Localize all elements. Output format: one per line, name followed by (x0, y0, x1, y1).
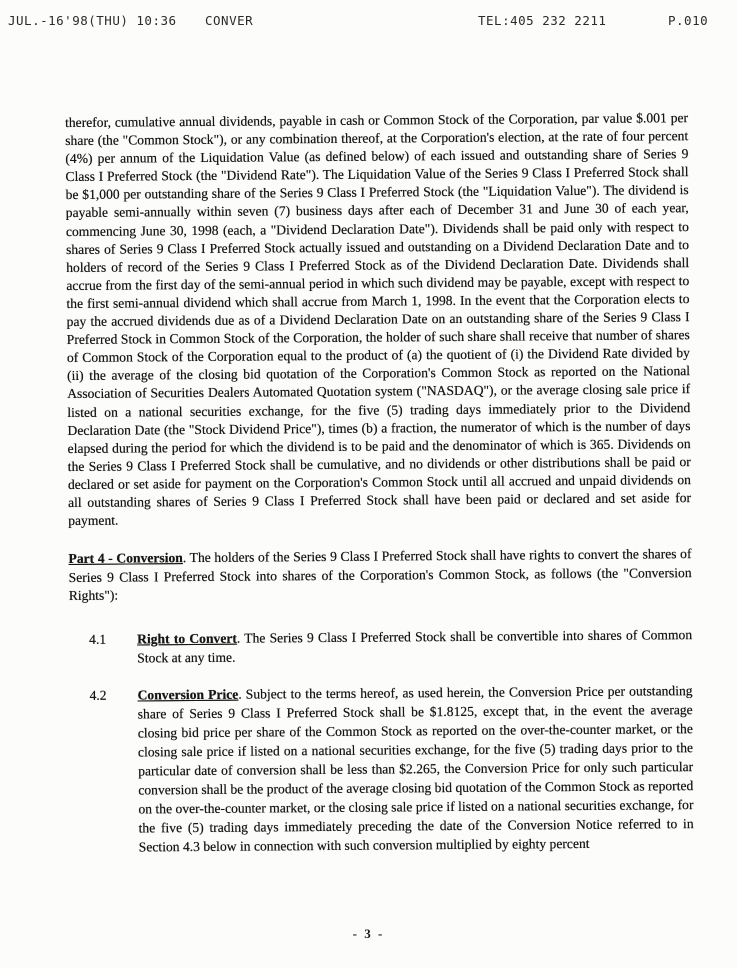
page-footer (0, 926, 737, 942)
document-body (65, 109, 694, 857)
part4-text: . The holders of the Series 9 Class I Preferred Stock shall have rights to convert the shares of Series 9 Class I Preferred Stock into shares of the Corporation's Common Stock, as follows (the "Conversion Rights"): (68, 546, 692, 604)
section-4-1-number: 4.1 (89, 631, 107, 647)
section-4-2 (69, 681, 693, 857)
section-4-2-number: 4.2 (89, 687, 107, 703)
fax-tel-number: TEL:405 232 2211 (478, 13, 607, 28)
section-4-1 (69, 625, 692, 668)
section-4-2-body (137, 681, 693, 856)
section-4-1-text: . The Series 9 Class I Preferred Stock shall be convertible into shares of Common Stock at any time. (137, 627, 693, 666)
fax-page-indicator: P.010 (668, 13, 709, 28)
page-number: - 3 - (352, 926, 385, 941)
fax-header (0, 13, 737, 33)
part4-conversion-paragraph (68, 545, 691, 606)
section-4-2-text: . Subject to the terms hereof, as used herein, the Conversion Price per outstanding share of Series 9 Class I Preferred Stock shall be $1.8125, except that, in the event the average closing bid price per share of the Common Stock as reported on the over-the-counter market, or the closing sale price if listed on a national securities exchange, for the five (5) trading days prior to the particular date of conversion shall be less than $2.265, the Conversion Price for only such particular conversion shall be the product of the average closing bid quotation of the Common Stock as reported on the over-the-counter market, or the closing sale price if listed on a national securities exchange, for the five (5) trading days immediately preceding the date of the Conversion Notice referred to in Section 4.3 below in connection with such conversion multiplied by eighty percent (137, 683, 694, 855)
fax-sender-id: CONVER (205, 13, 254, 28)
fax-timestamp: JUL.-16'98(THU) 10:36 (8, 13, 177, 28)
section-4-1-body (137, 625, 692, 667)
part4-heading: Part 4 - Conversion (68, 550, 183, 567)
section-4-1-heading: Right to Convert (137, 630, 237, 647)
section-4-2-heading: Conversion Price (137, 686, 239, 703)
dividends-paragraph: therefor, cumulative annual dividends, payable in cash or Common Stock of the Corporation, par value $.001 per share (the "Common Stock"), or any combination thereof, at the Corporation's election, at the rate of four percent (4%) per annum of the Liquidation Value (as defined below) of each issued and outstanding share of Series 9 Class I Preferred Stock (the "Dividend Rate"). The Liquidation Value of the Series 9 Class I Preferred Stock shall be $1,000 per outstanding share of the Series 9 Class I Preferred Stock (the "Liquidation Value"). The dividend is payable semi-annually within seven (7) business days after each of December 31 and June 30 of each year, commencing June 30, 1998 (each, a "Dividend Declaration Date"). Dividends shall be paid only with respect to shares of Series 9 Class I Preferred Stock actually issued and outstanding on a Dividend Declaration Date and to holders of record of the Series 9 Class I Preferred Stock as of the Dividend Declaration Date. Dividends shall accrue from the first day of the semi-annual period in which such dividend may be payable, except with respect to the first semi-annual dividend which shall accrue from March 1, 1998. In the event that the Corporation elects to pay the accrued dividends due as of a Dividend Declaration Date on an outstanding share of the Series 9 Class I Preferred Stock in Common Stock of the Corporation, the holder of such share shall receive that number of shares of Common Stock of the Corporation equal to the product of (a) the quotient of (i) the Dividend Rate divided by (ii) the average of the closing bid quotation of the Corporation's Common Stock as reported on the National Association of Securities Dealers Automated Quotation system ("NASDAQ"), or the average closing sale price if listed on a national securities exchange, for the five (5) trading days immediately prior to the Dividend Declaration Date (the "Stock Dividend Price"), times (b) a fraction, the numerator of which is the number of days elapsed during the period for which the dividend is to be paid and the denominator of which is 365. Dividends on the Series 9 Class I Preferred Stock shall be cumulative, and no dividends or other distributions shall be paid or declared or set aside for payment on the Corporation's Common Stock until all accrued and unpaid dividends on all outstanding shares of Series 9 Class I Preferred Stock shall have been paid or declared and set aside for payment. (65, 110, 692, 529)
